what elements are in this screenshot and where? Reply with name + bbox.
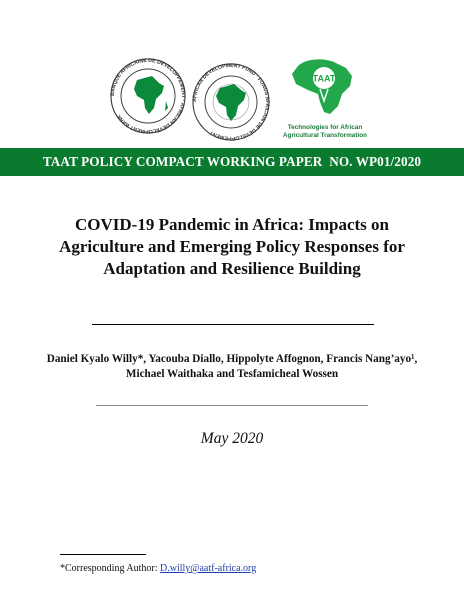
taat-mark: TAAT xyxy=(312,73,336,84)
taat-logo xyxy=(280,56,370,146)
afdb-logo xyxy=(104,56,192,136)
footnote xyxy=(60,563,256,574)
authors-line-2: Michael Waithaka and Tesfamicheal Wossen xyxy=(125,368,339,380)
paper-title xyxy=(40,214,424,280)
taat-africa-icon xyxy=(280,56,370,118)
title-divider xyxy=(92,324,374,325)
title-line-2: Agriculture and Emerging Policy Responses for xyxy=(59,237,405,256)
adf-ring-text: AFRICAN DEVELOPMENT FUND · FONDS AFRICAIN DE DEVELOPPEMENT xyxy=(191,62,271,142)
title-line-1: COVID-19 Pandemic in Africa: Impacts on xyxy=(74,215,389,234)
taat-tagline-line1: Technologies for African xyxy=(287,124,363,131)
adf-emblem-icon xyxy=(186,60,276,144)
authors-line-1: Daniel Kyalo Willy*, Yacouba Diallo, Hippolyte Affognon, Francis Nang’ayo¹, xyxy=(46,353,418,365)
title-line-3: Adaptation and Resilience Building xyxy=(103,259,361,278)
adf-logo xyxy=(186,60,276,144)
afdb-ring-text: BANQUE AFRICAINE DE DEVELOPPEMENT · AFRICAN DEVELOPMENT BANK xyxy=(109,57,187,135)
author-list xyxy=(20,352,444,382)
authors-divider xyxy=(96,405,368,406)
publication-date: May 2020 xyxy=(200,430,264,447)
series-banner-text: TAAT POLICY COMPACT WORKING PAPER NO. WP01/2020 xyxy=(42,154,422,169)
afdb-emblem-icon xyxy=(104,56,192,136)
series-banner xyxy=(0,148,464,176)
footnote-rule xyxy=(60,554,146,555)
taat-tagline-line2: Agricultural Transformation xyxy=(282,131,368,139)
author-email-link[interactable]: D.willy@aatf-africa.org xyxy=(160,563,257,574)
footnote-label: *Corresponding Author: xyxy=(60,563,160,574)
